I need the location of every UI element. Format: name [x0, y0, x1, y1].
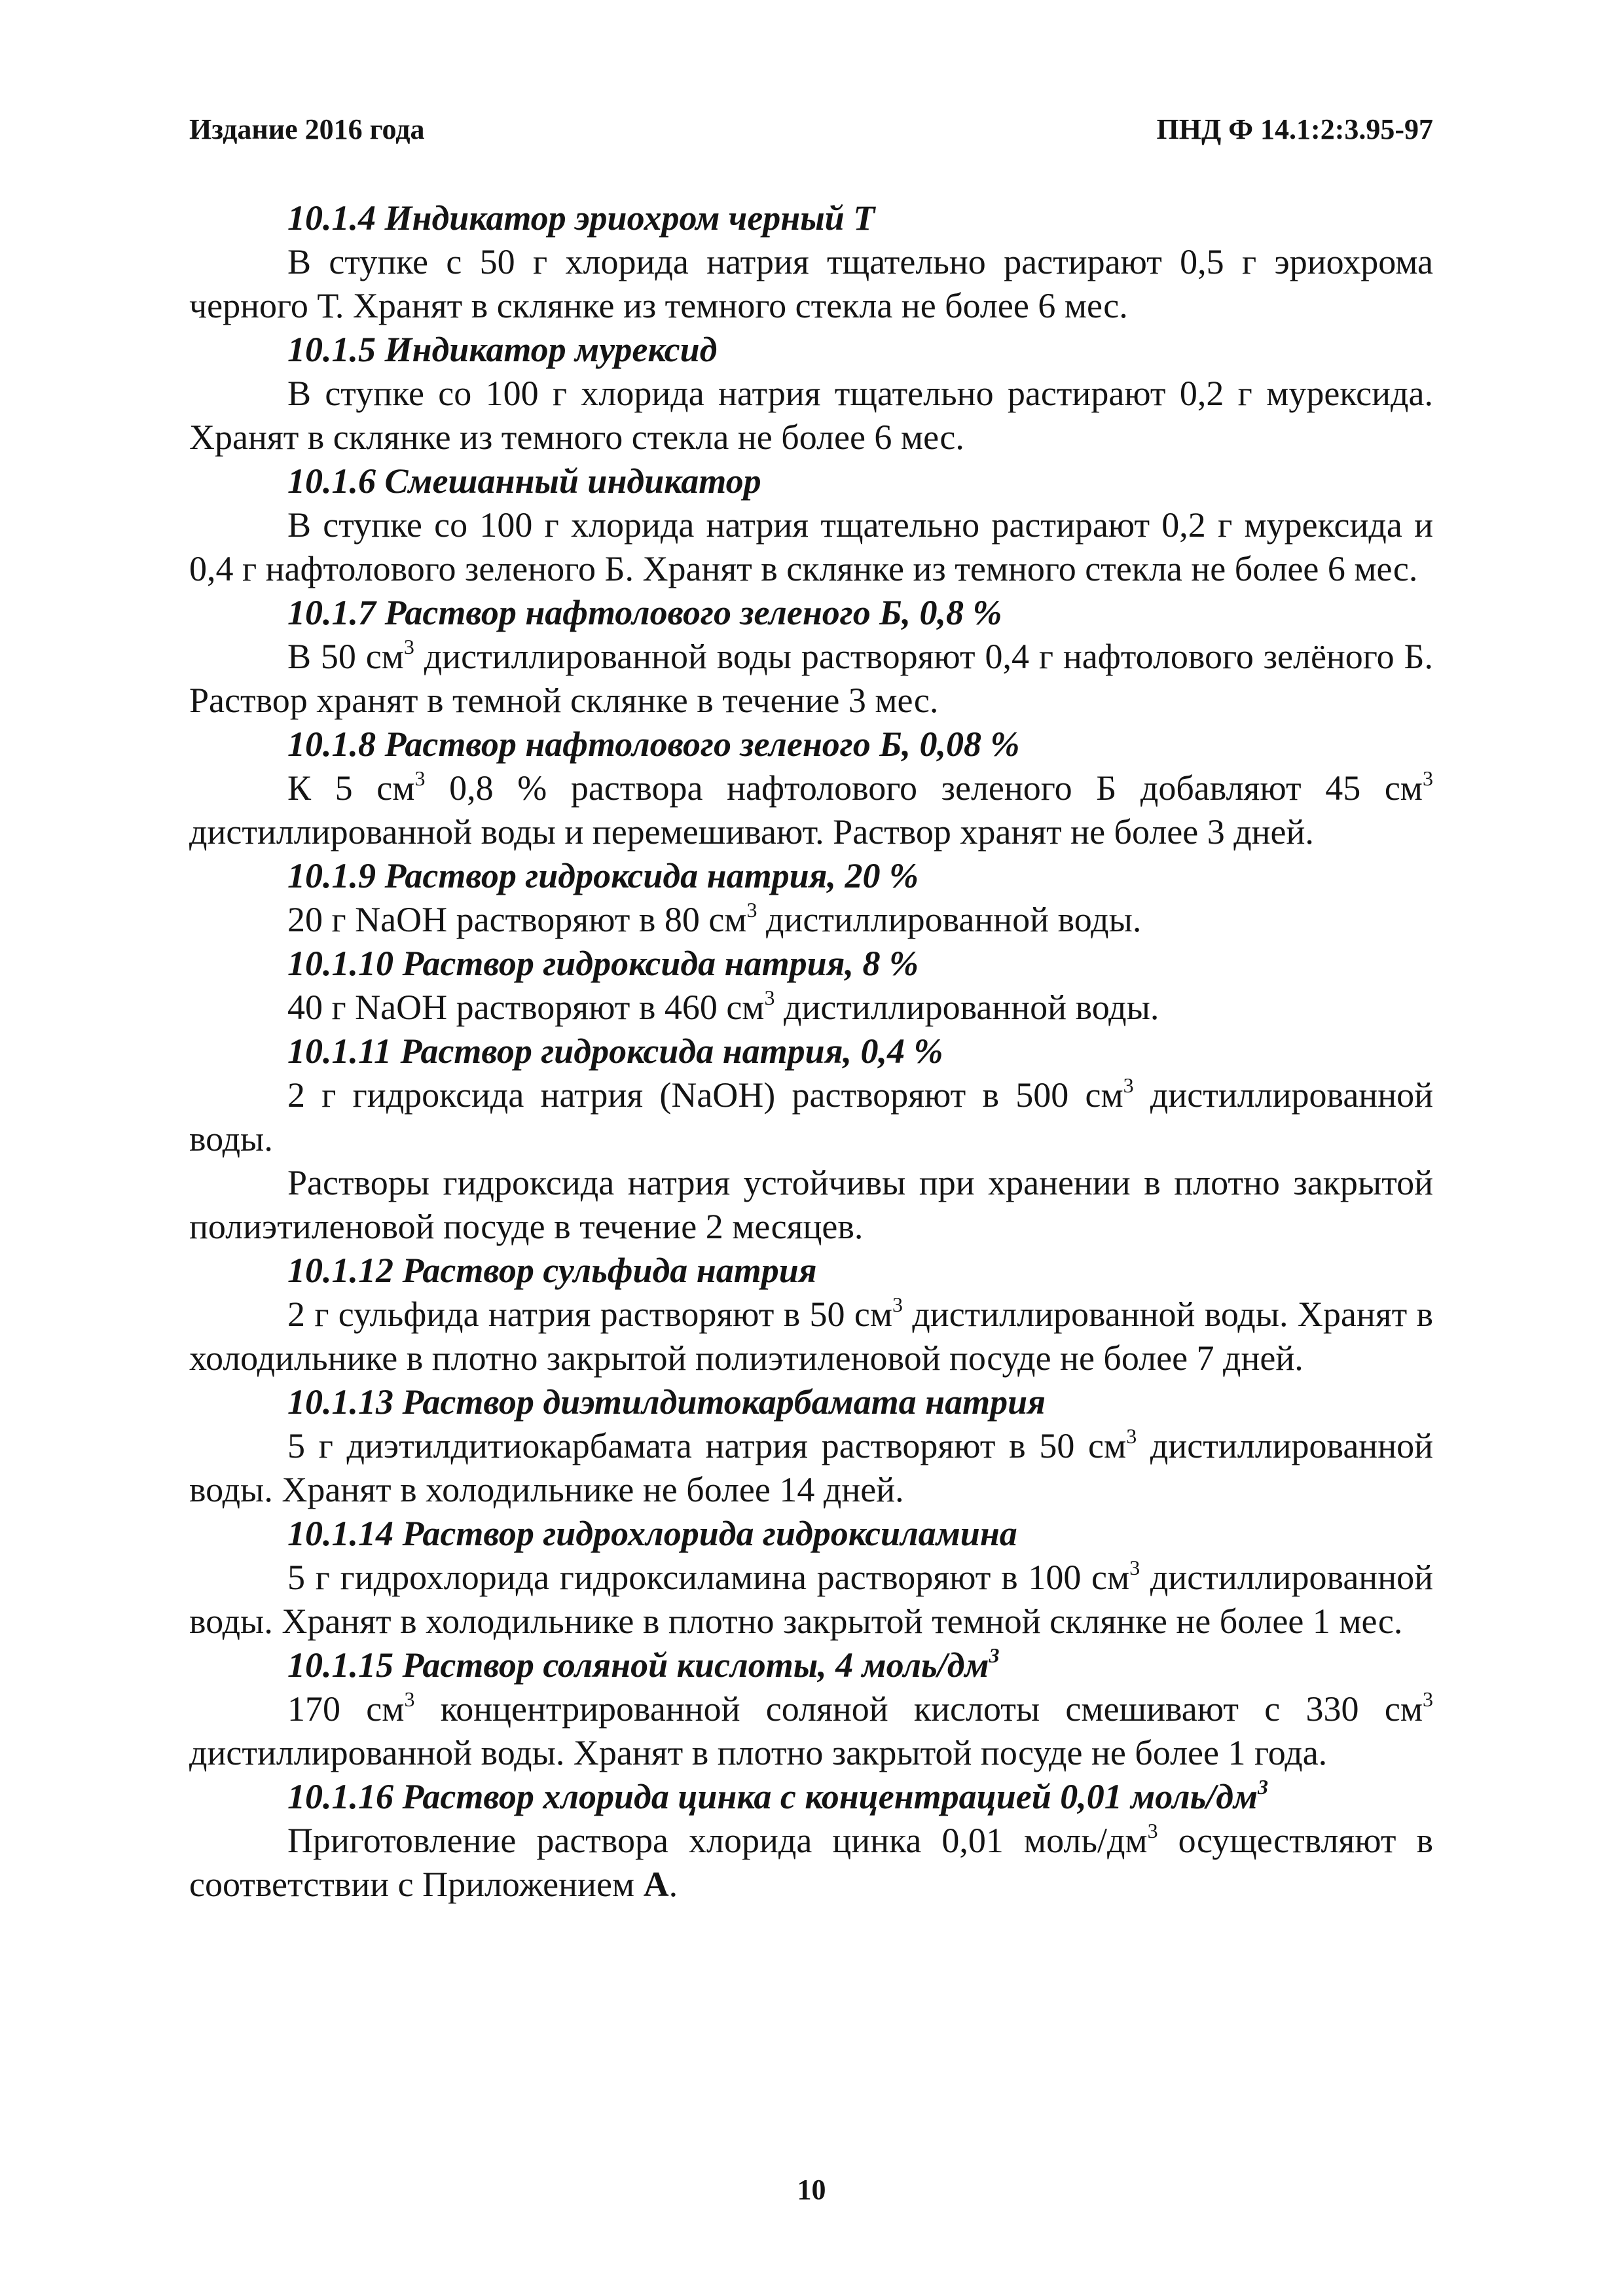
- page-number: 10: [797, 2174, 826, 2206]
- superscript: 3: [1422, 766, 1433, 790]
- superscript: 3: [403, 635, 414, 658]
- section-paragraph: [189, 766, 1433, 854]
- superscript: 3: [1258, 1775, 1269, 1799]
- section-paragraph: [189, 898, 1433, 942]
- section-paragraph: [189, 1161, 1433, 1249]
- section-title: [189, 1249, 1433, 1293]
- superscript: 3: [892, 1293, 903, 1316]
- section-title: [189, 942, 1433, 986]
- section: [189, 1249, 1433, 1380]
- section-title: [189, 1030, 1433, 1073]
- section-paragraph: [189, 1819, 1433, 1907]
- text: В ступке со 100 г хлорида натрия тщательно растирают 0,2 г мурексида и 0,4 г нафтолового зеленого Б. Хранят в склянке из темного стекла не более 6 мес.: [189, 505, 1433, 588]
- document-code: ПНД Ф 14.1:2:3.95-97: [1156, 113, 1433, 145]
- text: 20 г NaOH растворяют в 80 см: [287, 900, 747, 939]
- text: 10.1.11 Раствор гидроксида натрия, 0,4 %: [287, 1031, 943, 1071]
- edition-label: Издание 2016 года: [189, 113, 425, 145]
- section-title: [189, 1775, 1433, 1819]
- section: [189, 459, 1433, 591]
- text: 10.1.7 Раствор нафтолового зеленого Б, 0,8 %: [287, 593, 1002, 632]
- text: Приготовление раствора хлорида цинка 0,01 моль/дм: [287, 1821, 1148, 1860]
- bold-text: А: [643, 1865, 669, 1904]
- section-paragraph: [189, 503, 1433, 591]
- text: 10.1.16 Раствор хлорида цинка с концентрацией 0,01 моль/дм: [287, 1777, 1258, 1816]
- section: [189, 1030, 1433, 1249]
- section-paragraph: [189, 1293, 1433, 1380]
- text: 10.1.8 Раствор нафтолового зеленого Б, 0,08 %: [287, 725, 1020, 764]
- section: [189, 591, 1433, 723]
- section: [189, 854, 1433, 942]
- section-title: [189, 1512, 1433, 1556]
- text: дистиллированной воды.: [757, 900, 1142, 939]
- section: [189, 723, 1433, 854]
- text: 10.1.14 Раствор гидрохлорида гидроксиламина: [287, 1514, 1017, 1553]
- section-paragraph: [189, 1556, 1433, 1643]
- superscript: 3: [404, 1687, 415, 1711]
- text: дистиллированной воды.: [189, 1075, 1433, 1158]
- section-paragraph: [189, 1073, 1433, 1161]
- superscript: 3: [414, 766, 426, 790]
- superscript: 3: [1147, 1819, 1158, 1842]
- text: 10.1.13 Раствор диэтилдитокарбамата натрия: [287, 1382, 1046, 1422]
- text: 5 г гидрохлорида гидроксиламина растворяют в 100 см: [287, 1558, 1130, 1597]
- section-title: [189, 1380, 1433, 1424]
- text: 10.1.15 Раствор соляной кислоты, 4 моль/дм: [287, 1645, 989, 1685]
- section: [189, 1775, 1433, 1907]
- text: концентрированной соляной кислоты смешивают с 330 см: [414, 1689, 1423, 1729]
- text: 170 см: [287, 1689, 405, 1729]
- text: 2 г гидроксида натрия (NaOH) растворяют в 500 см: [287, 1075, 1123, 1115]
- text: 10.1.4 Индикатор эриохром черный Т: [287, 198, 875, 238]
- section-paragraph: [189, 1424, 1433, 1512]
- section: [189, 1380, 1433, 1512]
- section: [189, 1643, 1433, 1775]
- text: Растворы гидроксида натрия устойчивы при хранении в плотно закрытой полиэтиленовой посуде в течение 2 месяцев.: [189, 1163, 1433, 1246]
- text: 10.1.12 Раствор сульфида натрия: [287, 1251, 817, 1290]
- text: дистиллированной воды растворяют 0,4 г нафтолового зелёного Б. Раствор хранят в темной склянке в течение 3 мес.: [189, 637, 1433, 720]
- document-body: [189, 196, 1433, 1907]
- text: 10.1.10 Раствор гидроксида натрия, 8 %: [287, 944, 919, 983]
- superscript: 3: [989, 1643, 1000, 1667]
- section-title: [189, 723, 1433, 766]
- text: 0,8 % раствора нафтолового зеленого Б добавляют 45 см: [425, 768, 1423, 808]
- superscript: 3: [764, 986, 775, 1009]
- text: 5 г диэтилдитиокарбамата натрия растворяют в 50 см: [287, 1426, 1127, 1465]
- text: В ступке со 100 г хлорида натрия тщательно растирают 0,2 г мурексида. Хранят в склянке из темного стекла не более 6 мес.: [189, 374, 1433, 457]
- section-paragraph: [189, 635, 1433, 723]
- text: 2 г сульфида натрия растворяют в 50 см: [287, 1295, 893, 1334]
- text: дистиллированной воды. Хранят в плотно закрытой посуде не более 1 года.: [189, 1733, 1328, 1772]
- text: 10.1.6 Смешанный индикатор: [287, 461, 761, 501]
- section-paragraph: [189, 372, 1433, 459]
- text: осуществляют в соответствии с Приложением: [189, 1821, 1433, 1904]
- section-title: [189, 196, 1433, 240]
- section-title: [189, 1643, 1433, 1687]
- text: 10.1.5 Индикатор мурексид: [287, 330, 718, 369]
- superscript: 3: [1126, 1424, 1137, 1448]
- superscript: 3: [1123, 1073, 1134, 1097]
- section-title: [189, 459, 1433, 503]
- text: 40 г NaOH растворяют в 460 см: [287, 988, 765, 1027]
- superscript: 3: [1129, 1556, 1140, 1579]
- section: [189, 942, 1433, 1030]
- text: дистиллированной воды и перемешивают. Раствор хранят не более 3 дней.: [189, 812, 1314, 852]
- text: В ступке с 50 г хлорида натрия тщательно растирают 0,5 г эриохрома черного Т. Хранят в склянке из темного стекла не более 6 мес.: [189, 242, 1433, 325]
- section: [189, 196, 1433, 328]
- section: [189, 1512, 1433, 1643]
- text: 10.1.9 Раствор гидроксида натрия, 20 %: [287, 856, 919, 895]
- text: .: [668, 1865, 678, 1904]
- section-paragraph: [189, 1687, 1433, 1775]
- text: дистиллированной воды. Хранят в холодильнике не более 14 дней.: [189, 1426, 1433, 1509]
- text: дистиллированной воды. Хранят в холодильнике в плотно закрытой темной склянке не более 1 мес.: [189, 1558, 1433, 1641]
- section-paragraph: [189, 986, 1433, 1030]
- section: [189, 328, 1433, 459]
- text: В 50 см: [287, 637, 404, 676]
- section-title: [189, 854, 1433, 898]
- page-header: [189, 110, 1433, 149]
- text: дистиллированной воды.: [775, 988, 1159, 1027]
- section-title: [189, 591, 1433, 635]
- section-paragraph: [189, 240, 1433, 328]
- text: К 5 см: [287, 768, 415, 808]
- section-title: [189, 328, 1433, 372]
- superscript: 3: [746, 898, 757, 922]
- superscript: 3: [1423, 1687, 1433, 1711]
- text: дистиллированной воды. Хранят в холодильнике в плотно закрытой полиэтиленовой посуде не более 7 дней.: [189, 1295, 1433, 1378]
